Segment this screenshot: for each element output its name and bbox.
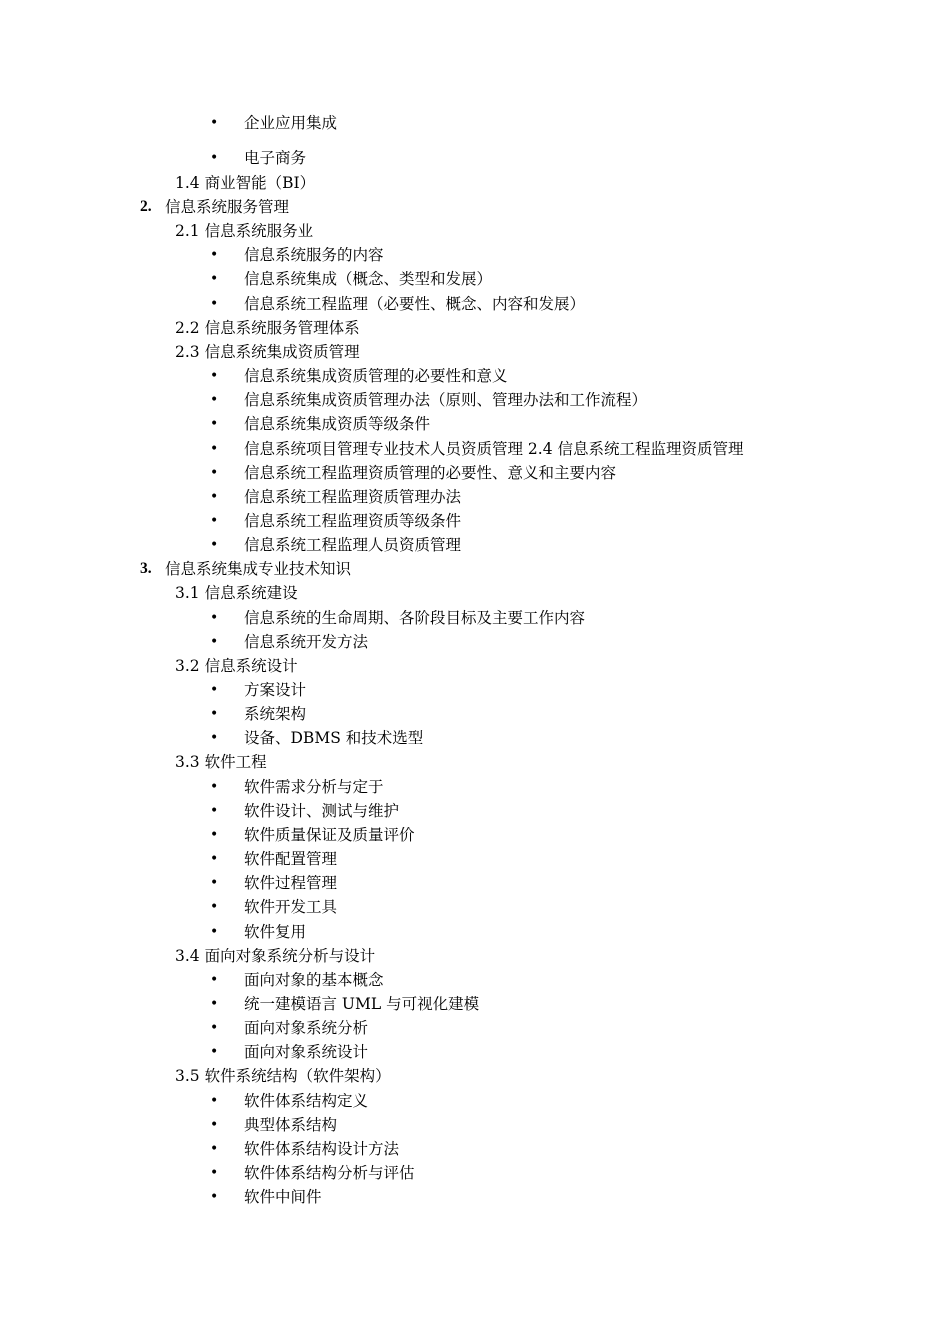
list-item: 设备、DBMS 和技术选型 <box>244 729 424 748</box>
bullet-icon: • <box>210 778 219 795</box>
bullet-icon: • <box>210 416 219 433</box>
subsection-heading: 2.3 信息系统集成资质管理 <box>175 342 360 361</box>
list-item: 典型体系结构 <box>244 1115 338 1134</box>
list-item: 软件开发工具 <box>244 898 338 917</box>
bullet-icon: • <box>210 899 219 916</box>
bullet-icon: • <box>210 512 219 529</box>
list-item: 信息系统集成（概念、类型和发展） <box>244 270 493 289</box>
subsection-heading: 2.1 信息系统服务业 <box>175 222 314 241</box>
subsection-heading: 3.1 信息系统建设 <box>175 584 298 603</box>
bullet-icon: • <box>210 271 219 288</box>
list-item: 统一建模语言 UML 与可视化建模 <box>244 994 480 1013</box>
bullet-icon: • <box>210 1092 219 1109</box>
bullet-icon: • <box>210 875 219 892</box>
bullet-icon: • <box>210 488 219 505</box>
bullet-icon: • <box>210 464 219 481</box>
bullet-icon: • <box>210 537 219 554</box>
subsection-heading: 3.3 软件工程 <box>175 753 267 772</box>
subsection-heading: 1.4 商业智能（BI） <box>175 174 316 192</box>
list-item: 面向对象的基本概念 <box>244 970 384 989</box>
list-item: 系统架构 <box>244 705 307 724</box>
bullet-icon: • <box>210 115 219 131</box>
section-heading: 信息系统集成专业技术知识 <box>165 560 352 579</box>
bullet-icon: • <box>210 706 219 723</box>
list-item: 软件复用 <box>244 922 307 941</box>
list-item: 信息系统集成资质管理办法（原则、管理办法和工作流程） <box>244 391 648 410</box>
bullet-icon: • <box>210 150 219 166</box>
list-item: 信息系统开发方法 <box>244 632 369 651</box>
list-item: 信息系统工程监理（必要性、概念、内容和发展） <box>244 294 586 313</box>
bullet-icon: • <box>210 1044 219 1061</box>
subsection-heading: 2.2 信息系统服务管理体系 <box>175 318 360 337</box>
list-item: 信息系统集成资质等级条件 <box>244 415 431 434</box>
list-item: 软件中间件 <box>244 1188 322 1207</box>
bullet-icon: • <box>210 1165 219 1181</box>
bullet-icon: • <box>210 971 219 988</box>
bullet-icon: • <box>210 440 219 457</box>
list-item: 信息系统项目管理专业技术人员资质管理 2.4 信息系统工程监理资质管理 <box>244 439 744 458</box>
bullet-icon: • <box>210 392 219 409</box>
list-item: 信息系统工程监理资质等级条件 <box>244 511 462 530</box>
bullet-icon: • <box>210 1116 219 1133</box>
subsection-heading: 3.4 面向对象系统分析与设计 <box>175 946 376 965</box>
bullet-icon: • <box>210 633 219 650</box>
bullet-icon: • <box>210 802 219 819</box>
list-item: 软件需求分析与定于 <box>244 777 384 796</box>
list-item: 软件质量保证及质量评价 <box>244 825 415 844</box>
list-item: 软件配置管理 <box>244 850 338 869</box>
bullet-icon: • <box>210 1140 219 1157</box>
bullet-icon: • <box>210 923 219 940</box>
list-item: 软件设计、测试与维护 <box>244 801 400 820</box>
bullet-icon: • <box>210 851 219 868</box>
list-item: 软件体系结构设计方法 <box>244 1139 400 1158</box>
bullet-icon: • <box>210 368 219 385</box>
section-number: 3. <box>140 560 152 578</box>
section-number: 2. <box>140 198 152 215</box>
list-item: 面向对象系统设计 <box>244 1043 369 1062</box>
section-heading: 信息系统服务管理 <box>165 198 290 216</box>
bullet-icon: • <box>210 826 219 843</box>
bullet-icon: • <box>210 1189 219 1206</box>
list-item: 软件体系结构定义 <box>244 1091 369 1110</box>
bullet-icon: • <box>210 1020 219 1037</box>
list-item: 软件过程管理 <box>244 874 338 893</box>
list-item: 软件体系结构分析与评估 <box>244 1164 415 1182</box>
bullet-icon: • <box>210 682 219 698</box>
list-item: 信息系统服务的内容 <box>244 246 384 265</box>
list-item: 信息系统工程监理人员资质管理 <box>244 536 462 555</box>
bullet-icon: • <box>210 295 219 312</box>
bullet-icon: • <box>210 995 219 1012</box>
list-item: 电子商务 <box>244 149 307 167</box>
list-item: 方案设计 <box>244 681 307 699</box>
bullet-icon: • <box>210 247 219 264</box>
list-item: 信息系统的生命周期、各阶段目标及主要工作内容 <box>244 608 586 627</box>
bullet-icon: • <box>210 730 219 747</box>
list-item: 面向对象系统分析 <box>244 1019 369 1038</box>
list-item: 信息系统集成资质管理的必要性和意义 <box>244 367 508 386</box>
list-item: 企业应用集成 <box>244 114 338 132</box>
list-item: 信息系统工程监理资质管理的必要性、意义和主要内容 <box>244 463 617 482</box>
bullet-icon: • <box>210 609 219 626</box>
subsection-heading: 3.5 软件系统结构（软件架构） <box>175 1067 391 1086</box>
list-item: 信息系统工程监理资质管理办法 <box>244 487 462 506</box>
subsection-heading: 3.2 信息系统设计 <box>175 656 298 675</box>
